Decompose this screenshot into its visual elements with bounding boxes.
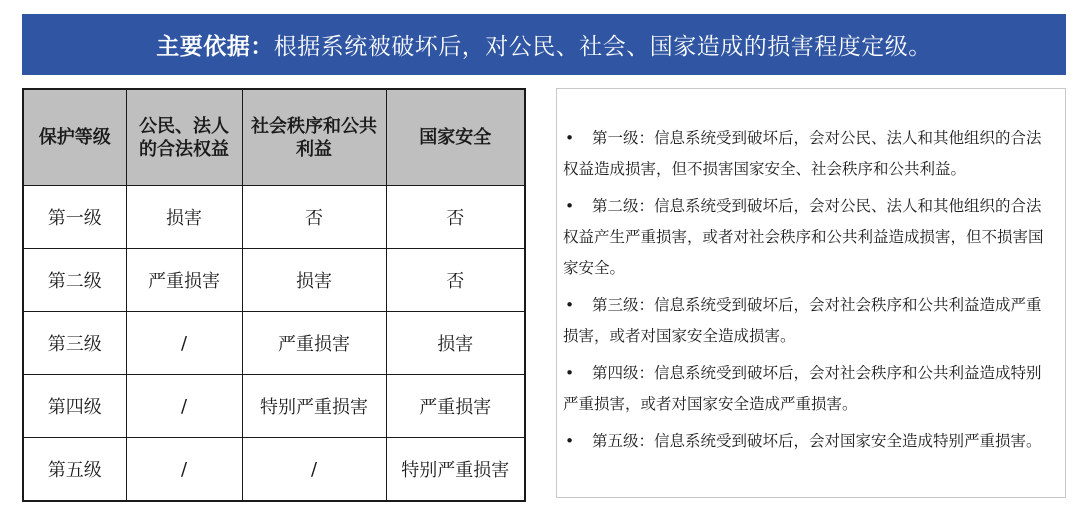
list-item [563,290,1055,352]
table-cell: 第三级 [23,312,126,375]
table-cell: 特别严重损害 [386,438,525,502]
table-row [23,438,525,502]
bullet-icon: • [565,129,575,147]
bullet-icon: • [565,197,575,215]
level-description-panel [556,88,1066,498]
table-cell: / [126,312,242,375]
header-citizen: 公民、法人的合法权益 [126,89,242,186]
bullet-icon: • [565,296,575,314]
table-row [23,312,525,375]
description-text: 第一级：信息系统受到破坏后，会对公民、法人和其他组织的合法权益造成损害，但不损害国家安全、社会秩序和公共利益。 [563,129,1042,178]
table-cell: 损害 [242,249,386,312]
bullet-icon: • [565,364,575,382]
table-cell: 第五级 [23,438,126,502]
title-banner [22,14,1066,75]
table-row [23,249,525,312]
header-social: 社会秩序和公共利益 [242,89,386,186]
table-cell: 第一级 [23,186,126,249]
table-cell: 第四级 [23,375,126,438]
table-row [23,375,525,438]
table-cell: 特别严重损害 [242,375,386,438]
bullet-icon: • [565,432,575,450]
banner-text: 根据系统被破坏后，对公民、社会、国家造成的损害程度定级。 [273,34,932,60]
list-item [563,426,1055,457]
table-cell: 损害 [386,312,525,375]
banner-key: 主要依据： [156,34,274,60]
list-item [563,358,1055,420]
description-text: 第四级：信息系统受到破坏后，会对社会秩序和公共利益造成特别严重损害，或者对国家安全造成严重损害。 [563,364,1042,413]
table-cell: 严重损害 [126,249,242,312]
list-item [563,191,1055,284]
table-cell: / [126,438,242,502]
list-item [563,123,1055,185]
description-text: 第二级：信息系统受到破坏后，会对公民、法人和其他组织的合法权益产生严重损害，或者对社会秩序和公共利益造成损害，但不损害国家安全。 [563,197,1044,277]
table-header-row [23,89,525,186]
description-text: 第五级：信息系统受到破坏后，会对国家安全造成特别严重损害。 [592,432,1042,450]
table-cell: 否 [386,249,525,312]
table-cell: 严重损害 [242,312,386,375]
table-cell: 损害 [126,186,242,249]
table-cell: 否 [386,186,525,249]
table-cell: / [126,375,242,438]
header-national: 国家安全 [386,89,525,186]
table-cell: / [242,438,386,502]
header-level: 保护等级 [23,89,126,186]
table-cell: 否 [242,186,386,249]
table-cell: 第二级 [23,249,126,312]
table-row [23,186,525,249]
protection-level-table [22,88,526,502]
table-cell: 严重损害 [386,375,525,438]
description-text: 第三级：信息系统受到破坏后，会对社会秩序和公共利益造成严重损害，或者对国家安全造成损害。 [563,296,1042,345]
